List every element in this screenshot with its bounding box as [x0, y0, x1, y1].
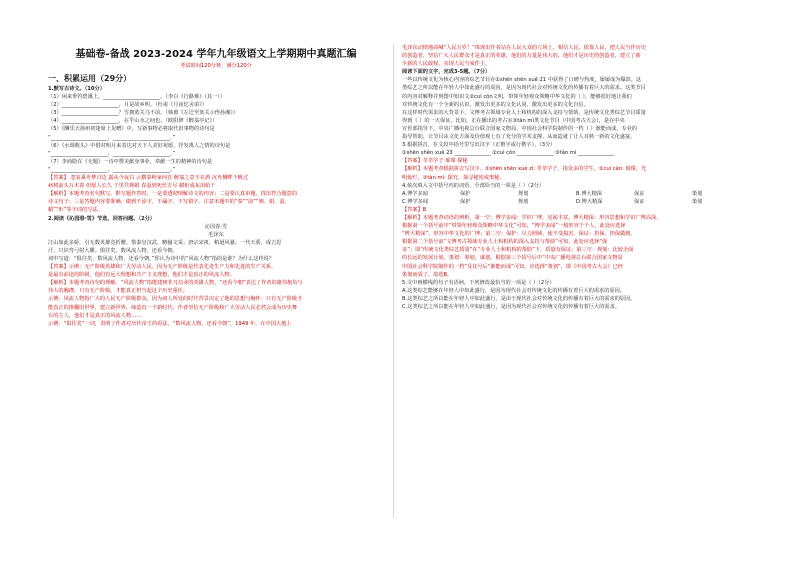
question-4: 4.依次填入文中括号内的词语，全部恰当的一项是（ ）（2分）	[402, 182, 545, 189]
q4-answer: 【答案】B	[402, 206, 427, 213]
passage-line: 类综艺之所以能在年轻人中如此盛行的原因，是因为现代社会对传统文化的传播有着巨大的需求。这类节目	[402, 85, 646, 92]
q4-option-cell: 保证	[634, 198, 645, 205]
poem-line: 江山如此多娇，引无数英雄竞折腰。惜秦皇汉武，略输文采；唐宗宋祖，稍逊风骚。一代天骄，成吉思	[48, 239, 282, 246]
answer-line: 【答案】示例：无产阶级英雄和广大劳动人民。因为无产阶级是代表先进生产力和先进的生产关系，	[48, 264, 277, 271]
q4-option-row	[402, 190, 750, 198]
q1-line: （3）______________________？雪拥蓝关马不前。（韩愈《左迁至蓝关示侄孙湘》）	[48, 110, 239, 117]
q4-option-cell: D.博大精深	[576, 198, 603, 205]
right-column	[402, 44, 750, 518]
q1-line: （1）闲来垂钓碧溪上，______________________。（李白《行路难》（其一））	[48, 94, 226, 101]
passage-line: 一些以传统文化为核心内容的综艺节目在①shēn shēn xuě 21 中获得了口碑与热度，屡屡成为爆款。这	[402, 77, 642, 84]
answer-line: 【答案】 忽复乘舟梦日边 露从今夜白 云横秦岭家何在 醉翁之意不在酒 沉舟侧畔千帆过	[48, 175, 249, 182]
q4-option-cell: C.博学多闻	[402, 198, 429, 205]
q4-analysis: 根据第一个括号前中“带领年轻观众领略中华文化”可知，“博学多闻”一般形容于个人，此处应选择	[402, 223, 626, 230]
q1-line: “______________________，______________________。”	[48, 166, 176, 173]
reading-instruction: 阅读下面的文字，完成3-5题。（7分）	[402, 69, 491, 76]
exam-info: 考试时间120分钟，满分120分	[180, 63, 252, 69]
analysis-line: 台的主人，他们才是真正的风流人物……	[48, 312, 142, 319]
q4-option-cell: 保护	[460, 190, 471, 197]
q5-option: C.这类综艺之所以能在年轻人中如此盛行，是因为现代社会对传统文化的传播有着巨大的需求。	[402, 304, 620, 310]
q3-answer: 【答案】莘莘学子 璀璨 探秘	[402, 158, 468, 165]
q4-option-cell: 策划	[692, 198, 703, 205]
analysis-line: 【解析】本题考查诗句的理解。“风流人物”指能建树非凡功业的英雄人物，“还看今朝”表达了作者的雄伟抱负与	[48, 280, 303, 287]
question-3: 3.根据拼音，在文段中括号里写出汉字（正楷字或行楷字）。（3分）	[402, 142, 556, 149]
poem-question: 词中写道：“俱往矣，数风流人物，还看今朝。”你认为诗中的“风流人物”指的是谁？为什么这样说？	[48, 255, 275, 262]
q1-line: （5）《酬乐天扬州初逢席上见赠》中，写新事物必将取代旧事物的诗句是	[48, 126, 215, 133]
q1-line: （2）______________________，月是故乡明。（杜甫《月夜忆舍弟》）	[48, 102, 207, 109]
analysis-line: 示例：“俱往矣”一词，表明了作者对历代帝王的看法，“数风流人物，还看今朝”，1949 年，在中国大地上	[48, 320, 292, 327]
q4-analysis: 中国社会科学院制作的一档”及其号后“渐能而成”可知，应选择“策划”，即《中国考古大会》已经	[402, 263, 623, 270]
analysis-line: 【解析】本题考查名句默写。默写题作答时，一是要透彻理解诗文的内容；二是要认真审题，找出符合题意的	[48, 191, 298, 198]
q4-option-cell: B.博大精深	[576, 190, 602, 197]
section-heading: 一、积累运用（29分）	[48, 74, 132, 83]
q1-line: （4）______________________，在乎山水之间也。（欧阳修《醉翁亭记》）	[48, 118, 218, 125]
q4-option-cell: 保证	[634, 190, 645, 197]
q3-analysis: 明灿烂。③tàn mì: 探究，探寻秘密或奥秘。	[402, 174, 505, 181]
q4-option-cell: A.博学多闻	[402, 190, 428, 197]
document-title: 基础卷-备战 2023-2024 学年九年级语文上学期期中真题汇编	[75, 49, 357, 60]
analysis-line: 示例：风流人物指广大的人民无产阶级群众，因为词人所处的时代背景决定了他的思想与胸怀：只有无产阶级才	[48, 296, 303, 303]
q5-option: B.这类综艺之所以能在年轻人中如此盛行，是由于现代社会对传统文化的传播有着巨大的需求的原因。	[402, 295, 636, 302]
q4-analysis: 证”；即“传统文化类综艺质量”在“专业人士和机构的帮助”下，质量有保证；第三空：规划：比较全面	[402, 247, 634, 254]
passage-line: 在这样时代需求的大背景下，文博考古领域专业人士和机构的深入支持与帮助，是传统文化类综艺节目质量	[402, 109, 646, 116]
q3-analysis: 【解析】本题考查根据拼音写汉字。①shēn shēn xué zǐ: 莘莘学子，指众多的学生。②cuì càn: 璀璨，光	[402, 166, 647, 173]
answer-line: 是最有前途的阶级，他们有远大理想和共产主义理想，他们才是真正的风流人物。	[48, 272, 235, 279]
analysis-line: 伟大的胸襟，只有无产阶级，才能真正担当起这个历史重任。	[48, 288, 189, 295]
question-5: 5.文中画横线的句子有语病，下列修改最恰当的一项是（ ）（2分）	[402, 279, 555, 286]
q4-option-cell: 策划	[692, 190, 703, 197]
q4-analysis: 的长远的发展计划。策划：筹划，谋划。根据第三个括号后中“中央广播电视总台联合国家文物局	[402, 255, 623, 262]
analysis-line: 能真正的推翻旧世界，建立新世界，缔造出一个新时代。作者坚信无产阶级和广大劳动人民必然会成为历史舞	[48, 304, 298, 311]
analysis-line: 诗文句子；三是答题内容要准确，做到不添字、不漏字、不写错字。注意本题中的“秦”“前”“婵、娟、蚕、	[48, 199, 290, 206]
q4-option-cell: 规划	[518, 198, 529, 205]
question-2: 2.阅读《沁园春·雪》节选，回答问题。（2分）	[48, 215, 156, 222]
q4-analysis: 根据第二个括号前“文博考古领域专业人士和机构的深入支持与帮助”可知，此处应选择“保	[402, 239, 608, 246]
analysis-continued: 的创造者，坚信广大人民群众才是真正的英雄，他们的力量是伟大的，他们才是历史的创造者，建立了新	[402, 53, 641, 60]
q4-analysis: 【解析】本题考查词语的辨析。第一空：博学多闻：学识广博，见闻丰富。博大精深：形容思想和学识广博高深，	[402, 214, 662, 221]
passage-line: 指导帮助，让节目从文化方面及价值观上有了充分的学术支撑，从而造就了让人耳熟一新的文化盛宴。	[402, 134, 636, 141]
analysis-line: 蜡”“炬”等字词的写法。	[48, 207, 103, 214]
passage-line: 得到（ ）的一大保证。比如，正在播出的考古室③tǎn mì类文化节目（中国考古大会），是在中央	[402, 117, 625, 124]
left-column	[48, 44, 384, 518]
passage-line: 的内容对解释并到图中知识文②cuì cǒn文明，带领年轻观众领略中华文化的（ ），能够很好地让我们	[402, 93, 632, 100]
analysis-continued: 毛泽东动情地高喊“人民万岁！”体现出作者站在人民大众的立场上，相信人民，依靠人民，把人民当作历史	[402, 45, 647, 51]
q4-analysis: 策划而成了。故选B。	[402, 271, 453, 278]
answer-line: 病树前头万木春 但愿人长久 千里共婵娟 春蚕到死丝方尽 蜡炬成灰泪始干	[48, 183, 216, 190]
q5-option: A.这类综艺能够在年轻人中如此盛行，是因为现代社会对传统文化的传播有着巨大的需求的原因。	[402, 287, 625, 294]
q1-line: （7）李商隐在《无题》一诗中赞美献身事业，奉献一生的精神的诗句是	[48, 158, 213, 165]
q4-option-cell: 规划	[518, 190, 529, 197]
q3-blanks: ①shēn shēn xuě 23 ______________ ②cuì cǒn ______________ ③tǎn mì ______________	[402, 150, 615, 157]
q4-option-cell: 保护	[460, 198, 471, 205]
poem-title: 沁园春·雪	[204, 223, 228, 230]
analysis-continued: 全新的人民政权，实现人民当家作主。	[402, 61, 491, 68]
column-divider	[393, 44, 394, 518]
q1-line: （6）《水调歌头》中借对明月来表达对天下人美好祝愿，抒发离人之情的诗句是	[48, 142, 231, 149]
question-1: 1.默写古诗文。（10分）	[48, 86, 105, 92]
q4-option-row	[402, 198, 750, 206]
poem-author: 毛泽东	[208, 231, 224, 238]
q4-analysis: “博大精深”，形容中华文化的广博；第二空：保护：尽力照顾，使不受损害。保证：担保，担保做到。	[402, 231, 636, 238]
q1-line: “______________________，______________________。”	[48, 134, 176, 141]
poem-line: 汗，只识弯弓射大雕。俱往矣，数风流人物，还看今朝。	[48, 247, 178, 254]
q1-line: “______________________，______________________。”	[48, 150, 176, 157]
passage-line: 对传统文化有一个全新的认识，激发出更多的文化认同，激发出更多的文化自信。	[402, 101, 589, 108]
passage-line: 宣传部指导下，中央广播电视总台联合国家文物局、中国社会科学院制作的一档（ ）渐能而成。专业的	[402, 125, 638, 132]
